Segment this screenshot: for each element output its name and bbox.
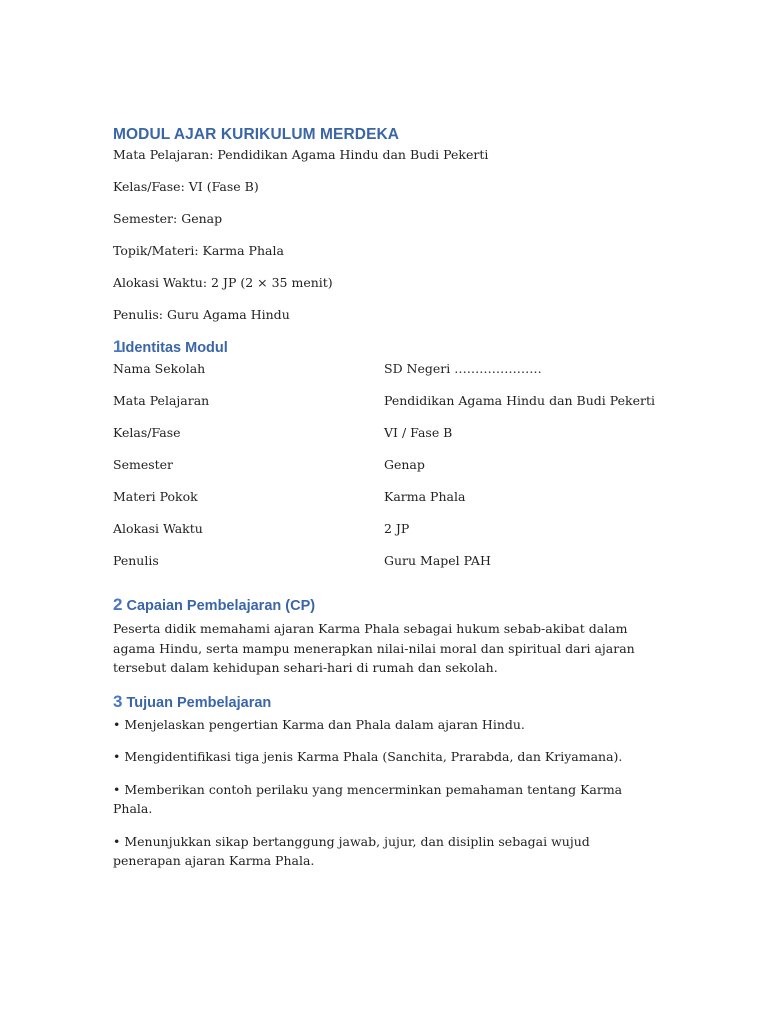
document-title: MODUL AJAR KURIKULUM MERDEKA: [113, 126, 400, 143]
tujuan-list: [113, 715, 658, 871]
meta-semester: Semester: Genap: [113, 211, 223, 226]
table-label: Penulis: [113, 553, 159, 568]
meta-time: Alokasi Waktu: 2 JP (2 × 35 menit): [113, 275, 333, 290]
table-value: Karma Phala: [384, 489, 466, 504]
table-label: Mata Pelajaran: [113, 393, 210, 408]
identitas-table: [113, 360, 658, 570]
table-value: Genap: [384, 457, 425, 472]
document-meta: [113, 146, 658, 324]
table-value: SD Negeri …………………: [384, 361, 542, 376]
section-number: 3: [113, 691, 123, 711]
table-value: VI / Fase B: [384, 425, 453, 440]
list-item: • Menunjukkan sikap bertanggung jawab, jujur, dan disiplin sebagai wujud penerapan ajaran Karma Phala.: [113, 833, 590, 868]
section-identitas-heading: [113, 337, 658, 358]
list-item: • Menjelaskan pengertian Karma dan Phala dalam ajaran Hindu.: [113, 716, 525, 732]
table-label: Nama Sekolah: [113, 361, 206, 376]
list-item: • Memberikan contoh perilaku yang mencerminkan pemahaman tentang Karma Phala.: [113, 781, 623, 816]
section-title: Capaian Pembelajaran (CP): [126, 598, 316, 614]
meta-topic: Topik/Materi: Karma Phala: [113, 243, 284, 258]
list-item: • Mengidentifikasi tiga jenis Karma Phala (Sanchita, Prarabda, dan Kriyamana).: [113, 749, 623, 764]
table-label: Kelas/Fase: [113, 425, 181, 440]
table-value: Guru Mapel PAH: [384, 553, 491, 568]
meta-subject: Mata Pelajaran: Pendidikan Agama Hindu dan Budi Pekerti: [113, 147, 489, 162]
section-number: 1: [113, 337, 120, 356]
table-value: Pendidikan Agama Hindu dan Budi Pekerti: [384, 393, 655, 408]
table-value: 2 JP: [384, 521, 410, 536]
section-capaian-heading: [113, 595, 658, 616]
document-page: [113, 124, 658, 884]
capaian-paragraph: Peserta didik memahami ajaran Karma Phala sebagai hukum sebab-akibat dalam agama Hindu, serta mampu menerapkan nilai-nilai moral dan spiritual dari ajaran tersebut dalam kehidupan sehari-hari di rumah dan sekolah.: [113, 621, 635, 675]
section-number: 2: [113, 595, 123, 614]
table-label: Semester: [113, 457, 174, 472]
table-label: Materi Pokok: [113, 489, 198, 504]
section-title: Identitas Modul: [121, 340, 228, 356]
section-title: Tujuan Pembelajaran: [126, 694, 272, 711]
table-label: Alokasi Waktu: [113, 521, 203, 536]
section-tujuan-heading: [113, 692, 658, 713]
meta-author: Penulis: Guru Agama Hindu: [113, 307, 290, 322]
meta-class: Kelas/Fase: VI (Fase B): [113, 179, 259, 194]
